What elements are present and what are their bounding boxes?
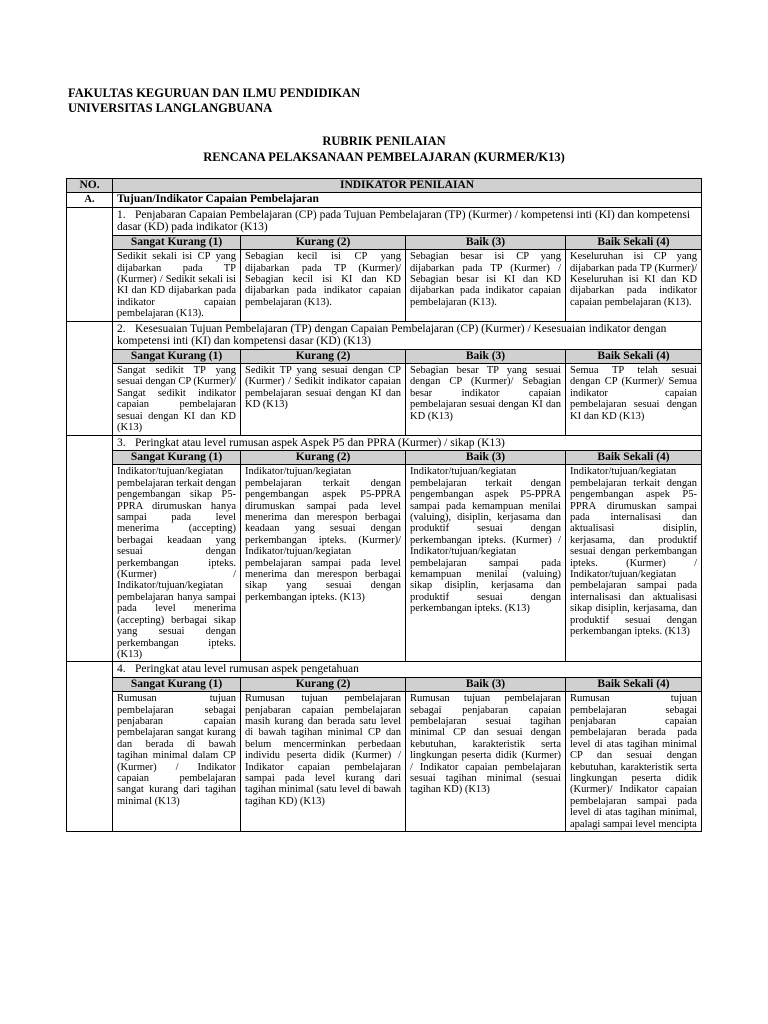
criterion-text bbox=[113, 321, 702, 349]
level-header-row bbox=[67, 235, 702, 249]
no-cell bbox=[67, 435, 113, 662]
criterion-description: Peringkat atau level rumusan aspek pengetahuan bbox=[135, 663, 359, 676]
level-3-label: Baik (3) bbox=[406, 349, 566, 363]
descriptor-level-1: Indikator/tujuan/kegiatan pembelajaran terkait dengan pengembangan sikap P5-PPRA dirumuskan hanya sampai pada level menerima (accepting) berbagai keadaan yang sesuai dengan perkembangan ipteks. (Kurmer) / Indikator/tujuan/kegiatan pembelajaran hanya sampai pada level menerima (accepting) berbagai sikap yang sesuai dengan perkembangan ipteks. (K13) bbox=[113, 465, 241, 662]
level-header-row bbox=[67, 451, 702, 465]
criterion-number: 1. bbox=[117, 208, 126, 221]
level-2-label: Kurang (2) bbox=[241, 677, 406, 691]
level-1-label: Sangat Kurang (1) bbox=[113, 349, 241, 363]
section-title: Tujuan/Indikator Capaian Pembelajaran bbox=[113, 193, 702, 207]
criterion-number: 2. bbox=[117, 322, 126, 335]
descriptor-level-1: Rumusan tujuan pembelajaran sebagai penjabaran capaian pembelajaran sangat kurang dan berada di bawah tagihan minimal dalam CP (Kurmer) / Indikator capaian pembelajaran sangat kurang dari tagihan minimal (K13) bbox=[113, 692, 241, 832]
level-header-row bbox=[67, 677, 702, 691]
descriptor-row bbox=[67, 692, 702, 832]
descriptor-level-2: Sedikit TP yang sesuai dengan CP (Kurmer) / Sedikit indikator capaian pembelajaran sesuai dengan KI dan KD (K13) bbox=[241, 364, 406, 435]
no-cell bbox=[67, 321, 113, 435]
descriptor-level-1: Sangat sedikit TP yang sesuai dengan CP (Kurmer)/ Sangat sedikit indikator capaian pembelajaran sesuai dengan KI dan KD (K13) bbox=[113, 364, 241, 435]
document-title bbox=[0, 133, 768, 165]
no-cell bbox=[67, 207, 113, 321]
criterion-row bbox=[67, 435, 702, 451]
criterion-description: Penjabaran Capaian Pembelajaran (CP) pada Tujuan Pembelajaran (TP) (Kurmer) / kompetensi inti (KI) dan kompetensi dasar (KD) pada indikator (K13) bbox=[117, 208, 691, 234]
descriptor-row bbox=[67, 250, 702, 321]
level-3-label: Baik (3) bbox=[406, 677, 566, 691]
faculty-name: FAKULTAS KEGURUAN DAN ILMU PENDIDIKAN bbox=[68, 86, 361, 100]
section-row bbox=[67, 193, 702, 207]
descriptor-level-2: Rumusan tujuan pembelajaran penjabaran capaian pembelajaran masih kurang dan berada satu level di bawah tagihan minimal CP dan belum mencerminkan perbedaan individu peserta didik (Kurmer) / Indikator capaian pembelajaran sampai pada level kurang dari tagihan minimal (satu level di bawah tagihan KD) (K13) bbox=[241, 692, 406, 832]
header-no: NO. bbox=[67, 179, 113, 193]
criterion-row bbox=[67, 321, 702, 349]
no-cell bbox=[67, 662, 113, 832]
level-2-label: Kurang (2) bbox=[241, 235, 406, 249]
level-2-label: Kurang (2) bbox=[241, 349, 406, 363]
section-letter: A. bbox=[67, 193, 113, 207]
table-header-row bbox=[67, 179, 702, 193]
descriptor-level-4: Semua TP telah sesuai dengan CP (Kurmer)/ Semua indikator capaian pembelajaran sesuai dengan KI dan KD (K13) bbox=[566, 364, 702, 435]
criterion-number: 4. bbox=[117, 663, 126, 676]
criterion-text bbox=[113, 435, 702, 451]
institution-header bbox=[68, 86, 360, 116]
level-4-label: Baik Sekali (4) bbox=[566, 451, 702, 465]
header-indicator: INDIKATOR PENILAIAN bbox=[113, 179, 702, 193]
descriptor-level-4: Rumusan tujuan pembelajaran sebagai penjabaran capaian pembelajaran berada pada level di atas tagihan minimal CP dan sesuai dengan kebutuhan, karakteristik serta lingkungan peserta didik (Kurmer)/ Indikator capaian pembelajaran sampai pada level di atas tagihan minimal, apalagi sampai level mencipta bbox=[566, 692, 702, 832]
level-3-label: Baik (3) bbox=[406, 235, 566, 249]
level-4-label: Baik Sekali (4) bbox=[566, 235, 702, 249]
criterion-text bbox=[113, 207, 702, 235]
university-name: UNIVERSITAS LANGLANGBUANA bbox=[68, 101, 273, 115]
criterion-text bbox=[113, 662, 702, 678]
descriptor-level-1: Sedikit sekali isi CP yang dijabarkan pada TP (Kurmer) / Sedikit sekali isi KI dan KD dijabarkan pada indikator capaian pembelajaran (K13). bbox=[113, 250, 241, 321]
level-header-row bbox=[67, 349, 702, 363]
descriptor-level-3: Sebagian besar TP yang sesuai dengan CP (Kurmer)/ Sebagian besar indikator capaian pembelajaran sesuai dengan KI dan KD (K13) bbox=[406, 364, 566, 435]
level-4-label: Baik Sekali (4) bbox=[566, 677, 702, 691]
level-1-label: Sangat Kurang (1) bbox=[113, 677, 241, 691]
criterion-description: Kesesuaian Tujuan Pembelajaran (TP) dengan Capaian Pembelajaran (CP) (Kurmer) / Kesesuaian indikator dengan kompetensi inti (KI) dan kompetensi dasar (KD) (K13) bbox=[117, 322, 667, 348]
criterion-row bbox=[67, 207, 702, 235]
rubric-table bbox=[66, 178, 702, 832]
title-line-1: RUBRIK PENILAIAN bbox=[322, 134, 446, 148]
descriptor-level-3: Rumusan tujuan pembelajaran sebagai penjabaran capaian pembelajaran sesuai tagihan minimal CP dan sesuai dengan kebutuhan, karakteristik serta lingkungan peserta didik (Kurmer) / Indikator capaian pembelajaran sesuai tagihan minimal (sesuai tagihan KD) (K13) bbox=[406, 692, 566, 832]
descriptor-row bbox=[67, 465, 702, 662]
criterion-description: Peringkat atau level rumusan aspek Aspek P5 dan PPRA (Kurmer) / sikap (K13) bbox=[135, 436, 505, 449]
level-1-label: Sangat Kurang (1) bbox=[113, 235, 241, 249]
descriptor-level-4: Keseluruhan isi CP yang dijabarkan pada TP (Kurmer)/ Keseluruhan isi KI dan KD dijabarkan pada indikator capaian pembelajaran (K13). bbox=[566, 250, 702, 321]
descriptor-level-3: Sebagian besar isi CP yang dijabarkan pada TP (Kurmer) / Sebagian besar isi KI dan KD dijabarkan pada indikator capaian pembelajaran (K13). bbox=[406, 250, 566, 321]
level-4-label: Baik Sekali (4) bbox=[566, 349, 702, 363]
title-line-2: RENCANA PELAKSANAAN PEMBELAJARAN (KURMER/K13) bbox=[203, 150, 565, 164]
descriptor-level-2: Indikator/tujuan/kegiatan pembelajaran terkait dengan pengembangan aspek P5-PPRA dirumuskan sampai pada level menerima dan merespon berbagai keadaan yang sesuai dengan perkembangan ipteks. (Kurmer)/ Indikator/tujuan/kegiatan pembelajaran sampai pada level menerima dan merespon berbagai sikap yang sesuai dengan perkembangan ipteks. (K13) bbox=[241, 465, 406, 662]
criterion-number: 3. bbox=[117, 436, 126, 449]
level-2-label: Kurang (2) bbox=[241, 451, 406, 465]
descriptor-row bbox=[67, 364, 702, 435]
descriptor-level-4: Indikator/tujuan/kegiatan pembelajaran terkait dengan pengembangan aspek P5-PPRA dirumuskan sampai pada internalisasi dan aktualisasi disiplin, kerjasama, dan produktif sesuai dengan perkembangan ipteks. (Kurmer) / Indikator/tujuan/kegiatan pembelajaran sampai pada internalisasi dan aktualisasi sikap disiplin, kerjasama, dan produktif sesuai dengan perkembangan ipteks. (K13) bbox=[566, 465, 702, 662]
level-3-label: Baik (3) bbox=[406, 451, 566, 465]
criterion-row bbox=[67, 662, 702, 678]
level-1-label: Sangat Kurang (1) bbox=[113, 451, 241, 465]
descriptor-level-2: Sebagian kecil isi CP yang dijabarkan pada TP (Kurmer)/ Sebagian kecil isi KI dan KD dijabarkan pada indikator capaian pembelajaran (K13). bbox=[241, 250, 406, 321]
descriptor-level-3: Indikator/tujuan/kegiatan pembelajaran terkait dengan pengembangan aspek P5-PPRA sampai pada kemampuan menilai (valuing), disiplin, kerjasama dan produktif sesuai dengan perkembangan ipteks. (Kurmer) / Indikator/tujuan/kegiatan pembelajaran sampai pada kemampuan menilai (valuing) sikap disiplin, kerjasama dan produktif sesuai dengan perkembangan ipteks. (K13) bbox=[406, 465, 566, 662]
